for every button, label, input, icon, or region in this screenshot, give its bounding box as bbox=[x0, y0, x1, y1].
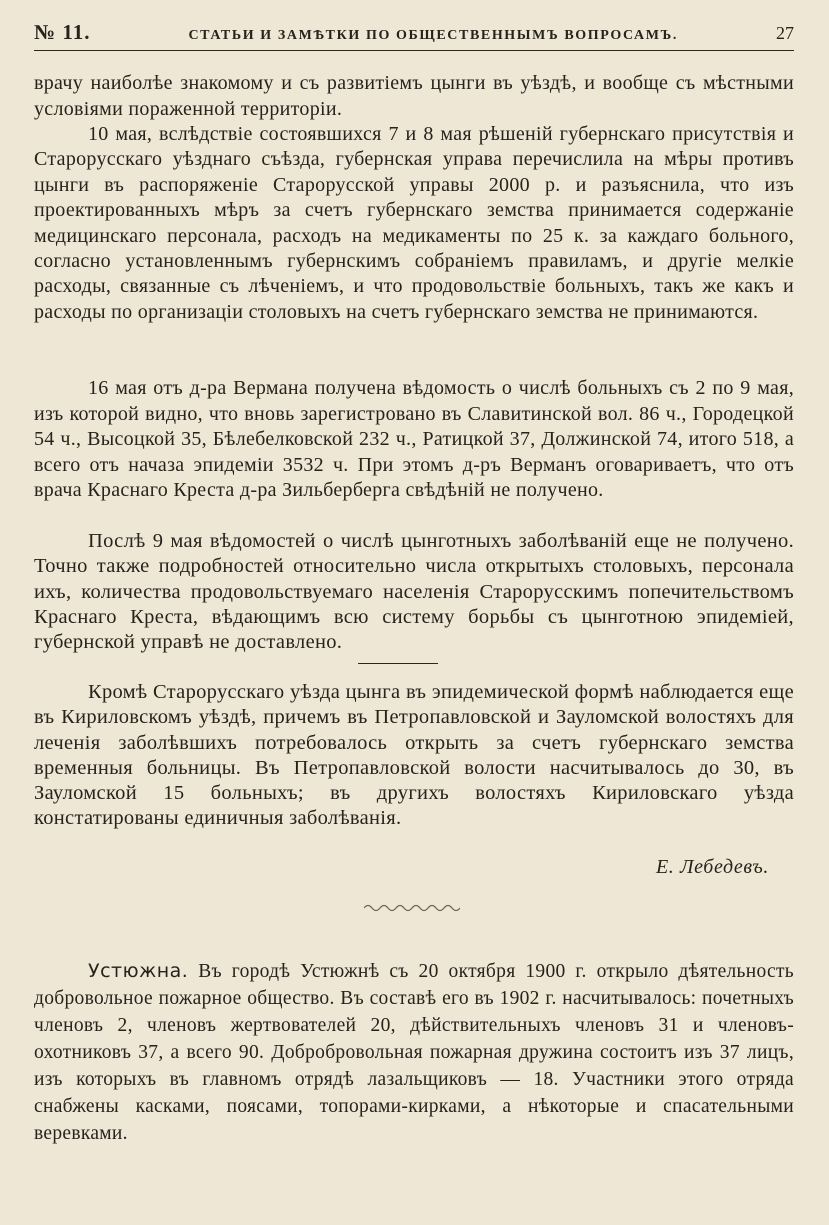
running-header bbox=[34, 20, 794, 48]
section-divider bbox=[358, 663, 438, 664]
page-number: 27 bbox=[775, 23, 794, 43]
author-signature: Е. Лебедевъ. bbox=[655, 856, 769, 878]
paragraph-may-16: 16 мая отъ д-ра Вермана получена вѣдомость о числѣ больныхъ съ 2 по 9 мая, изъ которой видно, что вновь зарегистровано въ Славитинской вол. 86 ч., Городецкой 54 ч., Высоцкой 35, Бѣлебелковской 232 ч., Ратицкой 37, Должинской 74, итого 518, а всего отъ начаза эпидеміи 3532 ч. При этомъ д-ръ Верманъ оговариваетъ, что отъ врача Краснаго Креста д-ра Зильберберга свѣдѣній не получено. bbox=[34, 377, 794, 502]
paragraph-may-10: 10 мая, вслѣдствіе состоявшихся 7 и 8 мая рѣшеній губернскаго присутствія и Старорусскаго уѣзднаго съѣзда, губернская управа перечислила на мѣры противъ цынги въ распоряженіе Старорусской управы 2000 р. и разъяснила, что изъ проектированныхъ мѣръ за счетъ губернскаго земства принимается содержаніе медицинскаго персонала, расходъ на медикаменты по 25 к. за каждаго больного, согласно установленнымъ губернскимъ собраніемъ правиламъ, и другіе мелкіе расходы, связанные съ лѣченіемъ, и что продовольствіе больныхъ, такъ же какъ и расходы по организаціи столовыхъ на счетъ губернскаго земства не принимаются. bbox=[34, 123, 794, 323]
paragraph-text: Въ городѣ Устюжнѣ съ 20 октября 1900 г. открыло дѣятельность добровольное пожарное общество. Въ составѣ его въ 1902 г. насчитывалось: почетныхъ членовъ 2, членовъ жертвователей 20, дѣйствительныхъ членовъ 31 и членовъ-охотниковъ 37, а всего 90. Добробровольная пожарная дружина состоитъ изъ 37 лицъ, изъ которыхъ въ главномъ отрядѣ лазальщиковъ — 18. Участники этого отряда снабжены касками, поясами, топорами-кирками, а нѣкоторые и спасательными веревками. bbox=[34, 961, 794, 1144]
paragraph-ustyuzhna bbox=[34, 958, 794, 1147]
issue-number: № 11. bbox=[34, 20, 91, 44]
paragraph-heading: Устюжна. bbox=[88, 960, 189, 982]
wavy-divider bbox=[364, 902, 460, 914]
paragraph-after-may-9: Послѣ 9 мая вѣдомостей о числѣ цынготныхъ заболѣваній еще не получено. Точно также подробностей относительно числа открытыхъ столовыхъ, персонала ихъ, количества продовольствуемаго населенія Старорусскимъ попечительствомъ Краснаго Креста, вѣдающимъ всю систему борьбы съ цынготною эпидеміей, губернской управѣ не доставлено. bbox=[34, 530, 794, 654]
paragraph-kirilov: Кромѣ Старорусскаго уѣзда цынга въ эпидемической формѣ наблюдается еще въ Кириловскомъ уѣздѣ, причемъ въ Петропавловской и Зауломской волостяхъ для леченія заболѣвшихъ потребовалось открыть за счетъ губернскаго земства временныя больницы. Въ Петропавловской волости насчитывалось до 30, въ Зауломской 15 больныхъ; въ другихъ волостяхъ Кириловскаго уѣзда констатированы единичныя заболѣванія. bbox=[34, 681, 794, 830]
header-rule bbox=[34, 50, 794, 51]
section-title: СТАТЬИ И ЗАМѢТКИ ПО ОБЩЕСТВЕННЫМЪ ВОПРОСАМЪ. bbox=[188, 28, 678, 43]
paragraph-continuation: врачу наиболѣе знакомому и съ развитіемъ цынги въ уѣздѣ, и вообще съ мѣстными условіями пораженной территоріи. bbox=[34, 72, 794, 120]
